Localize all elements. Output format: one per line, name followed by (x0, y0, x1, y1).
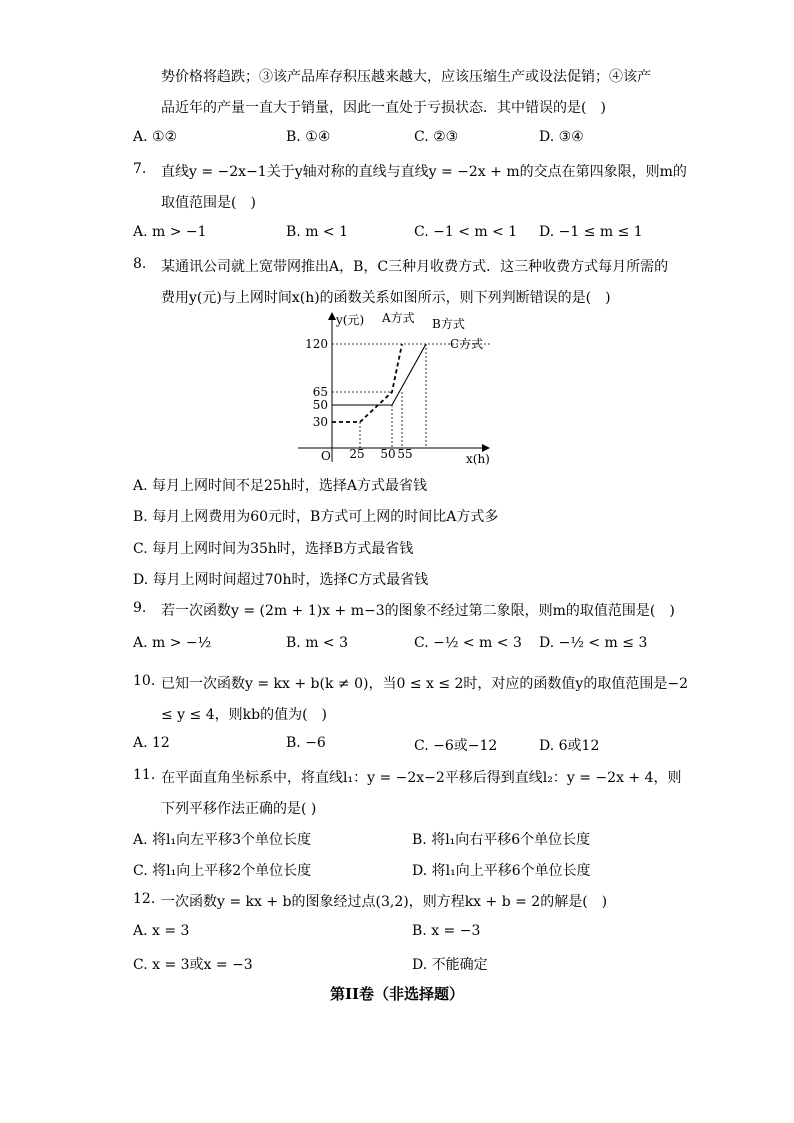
q11-option-c: C. 将l₁向上平移2个单位长度 (133, 863, 312, 879)
q12-option-c: C. x = 3或x = −3 (133, 957, 253, 973)
y-axis-label: y(元) (336, 313, 365, 327)
q9-option-a: A. m > −½ (133, 635, 212, 651)
x-tick-50: 50 (380, 447, 396, 461)
q8-option-d: D. 每月上网时间超过70h时，选择C方式最省钱 (133, 572, 429, 588)
q12-option-a: A. x = 3 (133, 923, 190, 939)
q12-option-b: B. x = −3 (412, 923, 481, 939)
q6-line1: 势价格将趋跌；③该产品库存积压越来越大，应该压缩生产或设法促销；④该产 (161, 69, 651, 85)
q7-option-c: C. −1 < m < 1 (414, 224, 518, 240)
q8-graph (290, 306, 500, 468)
series-0-line (332, 344, 402, 422)
q12-number: 12. (133, 891, 156, 907)
x-tick-25: 25 (349, 447, 365, 461)
x-tick-55: 55 (397, 447, 413, 461)
series-1-line (332, 344, 426, 405)
q10-line2: ≤ y ≤ 4，则kb的值为( ) (161, 707, 327, 723)
q11-line2: 下列平移作法正确的是( ) (161, 801, 317, 817)
q8-option-b: B. 每月上网费用为60元时，B方式可上网的时间比A方式多 (133, 509, 499, 525)
y-tick-65: 65 (312, 385, 328, 399)
q8-line1: 某通讯公司就上宽带网推出A，B，C三种月收费方式．这三种收费方式每月所需的 (161, 259, 669, 275)
series-a-label: A方式 (382, 311, 415, 325)
origin-label: O (321, 449, 331, 463)
q11-number: 11. (133, 767, 156, 783)
q10-option-c: C. −6或−12 (414, 738, 498, 754)
q12-option-d: D. 不能确定 (412, 957, 488, 973)
q7-line1: 直线y = −2x−1关于y轴对称的直线与直线y = −2x + m的交点在第四象限，则m的 (161, 164, 687, 180)
q11-option-a: A. 将l₁向左平移3个单位长度 (133, 832, 312, 848)
q6-option-c: C. ②③ (414, 129, 459, 145)
q11-option-b: B. 将l₁向右平移6个单位长度 (412, 832, 591, 848)
series-c-label: C方式 (450, 337, 484, 351)
x-axis-label: x(h) (466, 452, 490, 466)
q8-number: 8. (133, 256, 147, 272)
q6-option-b: B. ①④ (286, 129, 331, 145)
q6-option-d: D. ③④ (539, 129, 584, 145)
series-b-label: B方式 (432, 317, 465, 331)
q10-option-b: B. −6 (286, 735, 326, 751)
q9-option-d: D. −½ < m ≤ 3 (539, 635, 648, 651)
y-tick-50: 50 (312, 398, 328, 412)
q8-option-c: C. 每月上网时间为35h时，选择B方式最省钱 (133, 541, 414, 557)
q6-option-a: A. ①② (133, 129, 178, 145)
q8-line2: 费用y(元)与上网时间x(h)的函数关系如图所示，则下列判断错误的是( ) (161, 290, 611, 306)
q9-number: 9. (133, 600, 147, 616)
q8-option-a: A. 每月上网时间不足25h时，选择A方式最省钱 (133, 478, 427, 494)
q7-line2: 取值范围是( ) (161, 195, 256, 211)
q10-option-d: D. 6或12 (539, 738, 600, 754)
q7-option-b: B. m < 1 (286, 224, 349, 240)
q9-option-c: C. −½ < m < 3 (414, 635, 522, 651)
y-tick-120: 120 (305, 337, 328, 351)
q11-option-d: D. 将l₁向上平移6个单位长度 (412, 863, 591, 879)
q10-option-a: A. 12 (133, 735, 170, 751)
y-tick-30: 30 (312, 415, 328, 429)
q7-option-d: D. −1 ≤ m ≤ 1 (539, 224, 643, 240)
q9-line1: 若一次函数y = (2m + 1)x + m−3的图象不经过第二象限，则m的取值范围是( ) (161, 603, 675, 619)
q9-option-b: B. m < 3 (286, 635, 349, 651)
q12-line1: 一次函数y = kx + b的图象经过点(3,2)，则方程kx + b = 2的解是( ) (161, 894, 608, 910)
q6-line2: 品近年的产量一直大于销量，因此一直处于亏损状态．其中错误的是( ) (161, 100, 606, 116)
q10-number: 10. (133, 673, 156, 689)
q10-line1: 已知一次函数y = kx + b(k ≠ 0)，当0 ≤ x ≤ 2时，对应的函数值y的取值范围是−2 (161, 676, 688, 692)
q7-option-a: A. m > −1 (133, 224, 207, 240)
q7-number: 7. (133, 161, 147, 177)
q11-line1: 在平面直角坐标系中，将直线l₁：y = −2x−2平移后得到直线l₂：y = −2x + 4，则 (161, 770, 682, 786)
section-title: 第II卷（非选择题） (329, 985, 465, 1003)
